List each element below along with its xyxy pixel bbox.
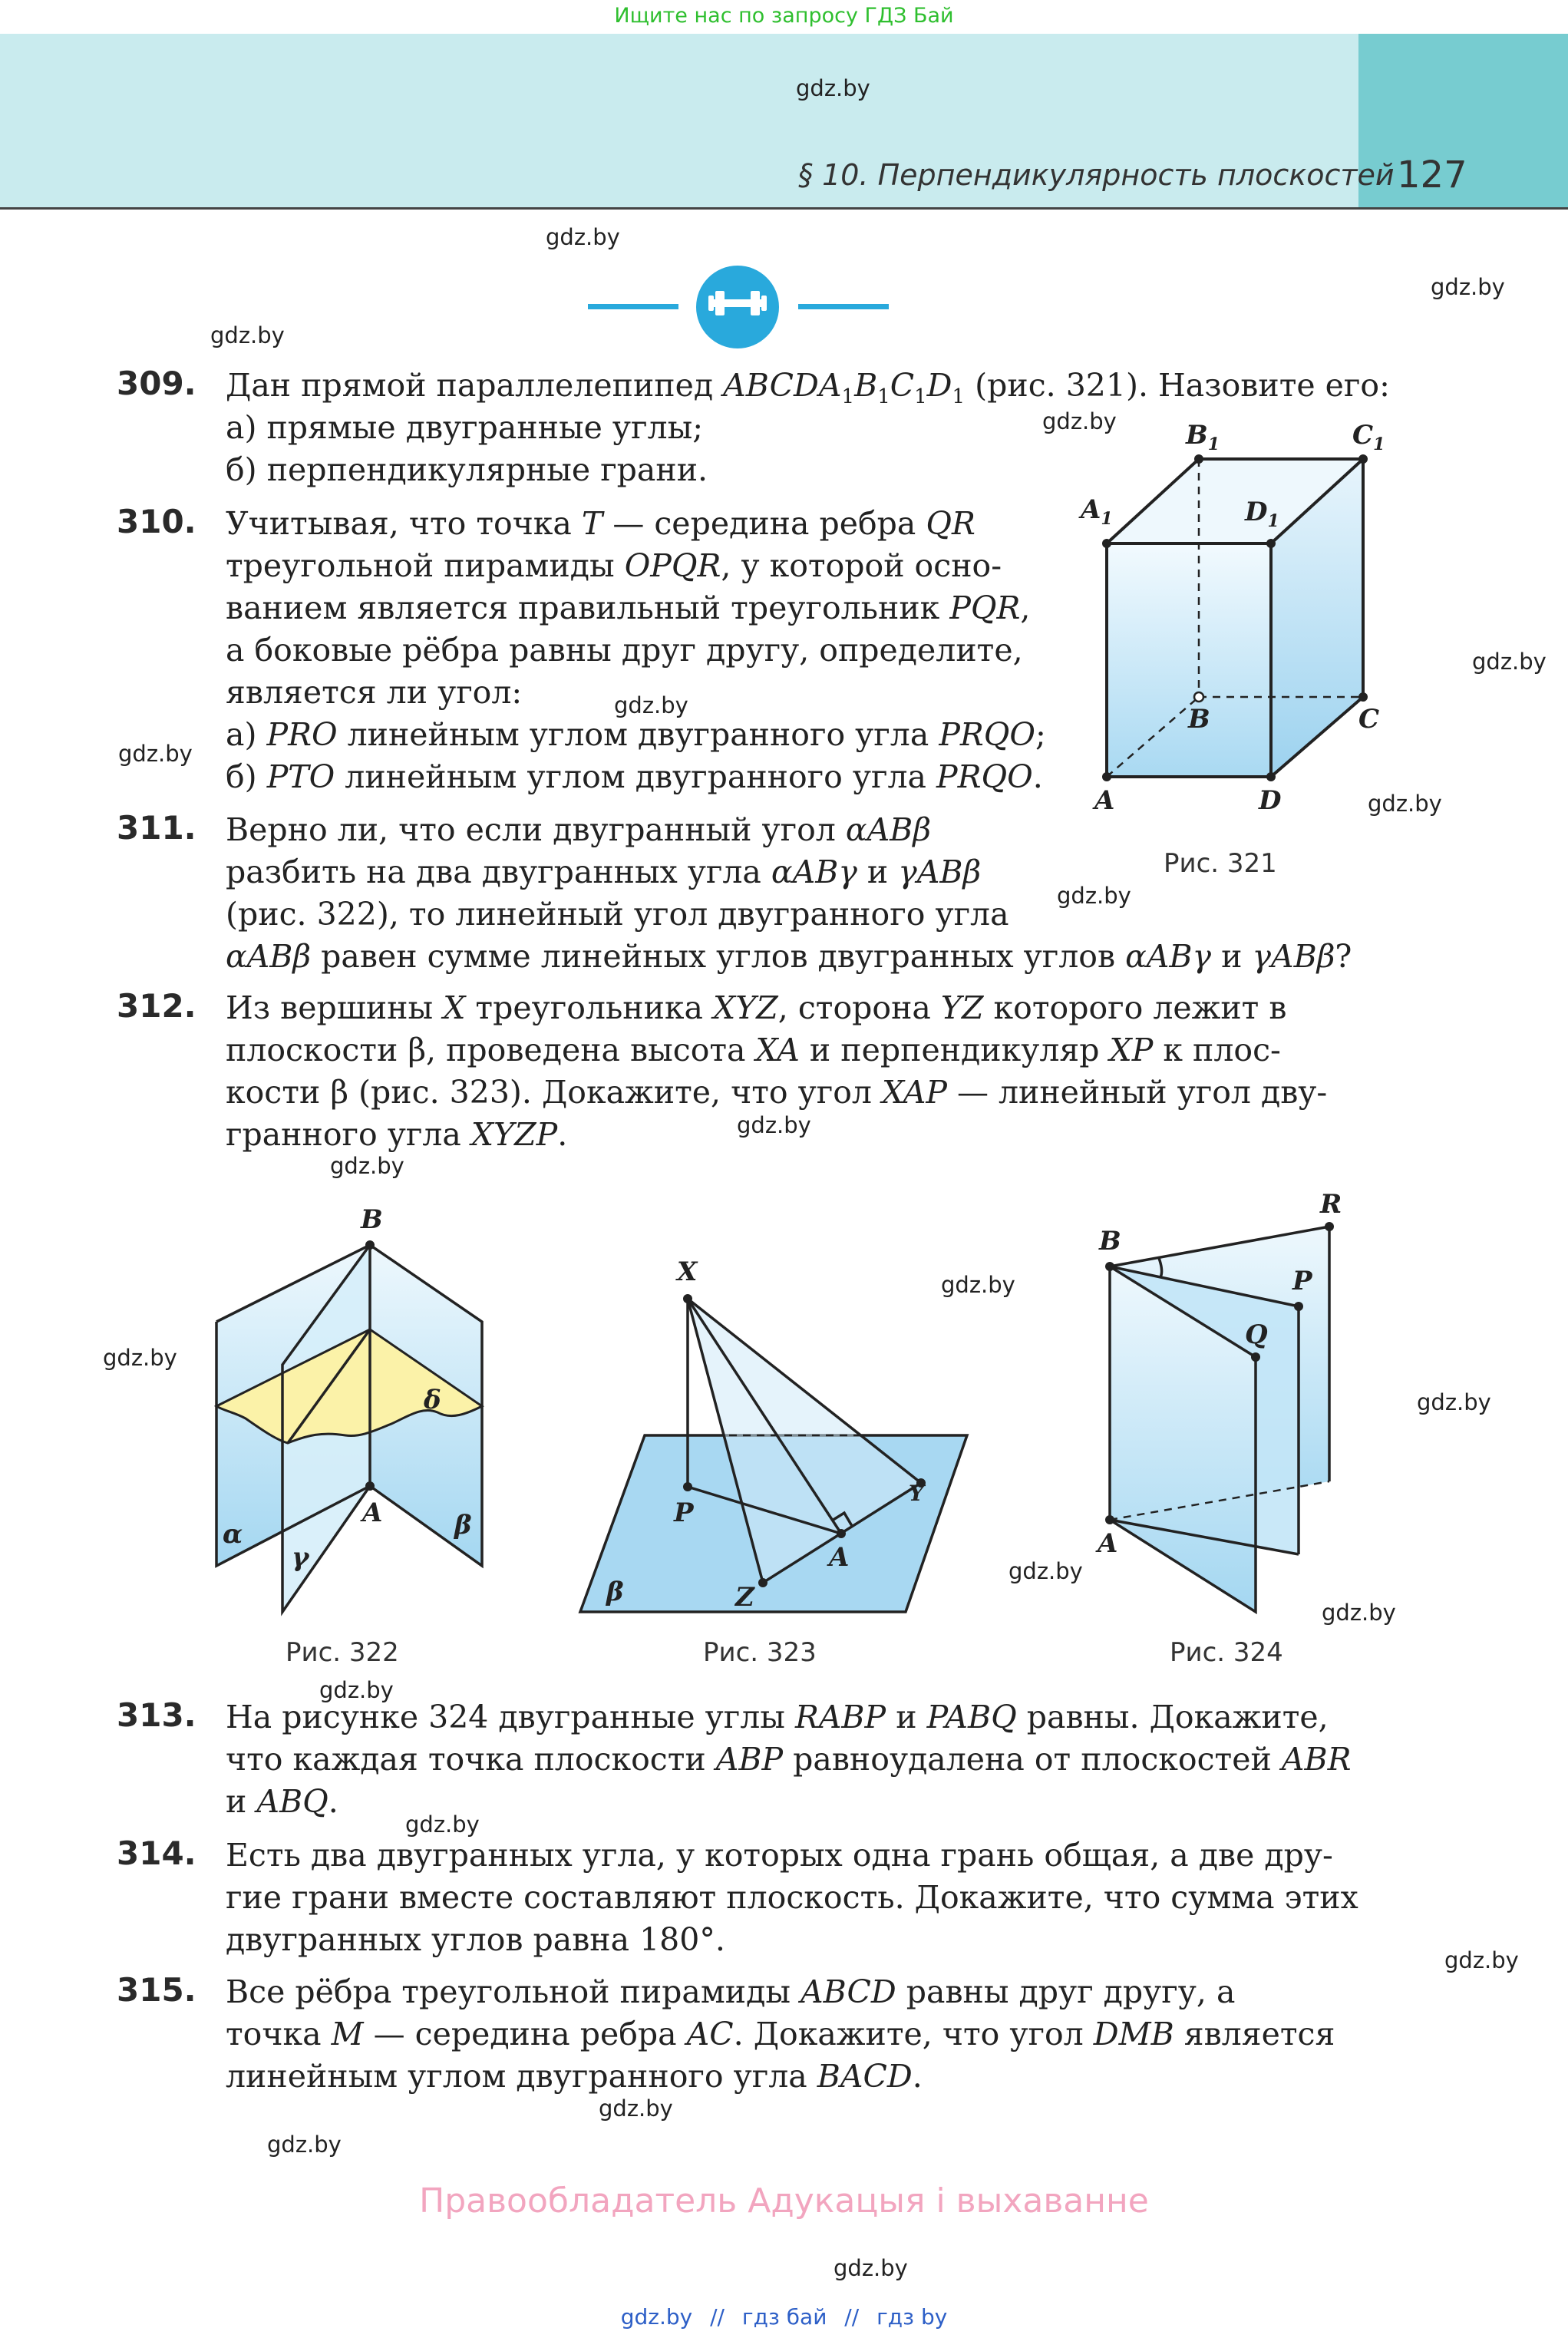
text-segment: и (226, 1783, 257, 1820)
problem-number: 309. (117, 365, 196, 402)
text-segment: PABQ (926, 1699, 1017, 1735)
text-segment: . (328, 1783, 338, 1820)
text-segment: ванием является правильный треугольник (226, 589, 950, 626)
watermark: gdz.by (1472, 649, 1547, 675)
text-segment: . (1032, 758, 1043, 795)
footer-link[interactable]: gdz.by (620, 2304, 693, 2330)
text-segment: XYZP (470, 1116, 558, 1153)
label-beta: β (606, 1577, 624, 1607)
label-X: X (677, 1257, 698, 1287)
watermark: gdz.by (210, 322, 285, 348)
label-R: R (1320, 1189, 1342, 1220)
watermark: gdz.by (1431, 274, 1505, 300)
text-segment: что каждая точка плоскости (226, 1741, 716, 1778)
problem-text-line (226, 1783, 338, 1820)
text-segment: X (443, 989, 466, 1026)
watermark: gdz.by (737, 1112, 811, 1138)
text-segment: XA (755, 1032, 800, 1068)
text-segment: треугольника (465, 989, 714, 1026)
problem-text-line (226, 1837, 1333, 1874)
text-segment: XAP (881, 1074, 947, 1111)
label-Z: Z (735, 1582, 754, 1613)
text-segment: YZ (940, 989, 984, 1026)
watermark: gdz.by (1368, 791, 1442, 817)
label-delta: δ (424, 1385, 441, 1415)
problem-number: 314. (117, 1834, 196, 1872)
problem-text-line (226, 1116, 567, 1153)
watermark: gdz.by (1042, 408, 1117, 434)
text-segment: ABR (1281, 1741, 1352, 1778)
text-segment: а боковые рёбра равны друг другу, определите, (226, 632, 1023, 669)
text-segment: ? (1335, 938, 1352, 975)
label-A1: $A_1$ (1081, 494, 1113, 529)
text-segment: равны друг другу, а (896, 1973, 1236, 2010)
text-segment: гранного угла (226, 1116, 471, 1153)
label-B: B (1188, 704, 1210, 735)
watermark: gdz.by (1008, 1558, 1083, 1584)
text-segment: . (912, 2058, 923, 2095)
label-B1: $B_1$ (1186, 420, 1220, 454)
text-segment: линейным углом двугранного угла (226, 2058, 817, 2095)
footer-link[interactable]: гдз бай (741, 2304, 827, 2330)
text-segment: 1 (914, 385, 927, 409)
copyright-notice: Правообладатель Адукацыя і выхаванне (419, 2181, 1149, 2221)
header-divider (0, 207, 1568, 210)
text-segment: двугранных углов равна 180°. (226, 1921, 725, 1958)
figure-323-triangle-plane (568, 1251, 982, 1627)
label-B: B (361, 1205, 383, 1235)
label-A: A (829, 1542, 850, 1573)
text-segment: а) прямые двугранные углы; (226, 409, 704, 446)
problem-text-line (226, 811, 931, 848)
text-segment: B (854, 367, 878, 404)
text-segment: Верно ли, что если двугранный угол (226, 811, 846, 848)
problem-text-line (226, 367, 1390, 408)
text-segment: является ли угол: (226, 674, 523, 711)
text-segment: линейным углом двугранного угла (337, 716, 939, 753)
label-beta: β (454, 1510, 472, 1541)
text-segment: 1 (841, 385, 855, 409)
problem-text-line (226, 989, 1286, 1026)
problem-text-line (226, 589, 1030, 626)
text-segment: которого лежит в (983, 989, 1287, 1026)
text-segment: Все рёбра треугольной пирамиды (226, 1973, 801, 2010)
problem-number: 310. (117, 503, 196, 540)
text-segment: T (581, 505, 603, 542)
text-segment: (рис. 321). Назовите его: (965, 367, 1390, 404)
text-segment: к плос- (1153, 1032, 1281, 1068)
text-segment: RABP (794, 1699, 886, 1735)
problem-text-line (226, 1879, 1358, 1916)
watermark: gdz.by (1417, 1389, 1491, 1415)
text-segment: αABβ (845, 811, 932, 848)
text-segment: Из вершины (226, 989, 444, 1026)
text-segment: PQR (949, 589, 1021, 626)
dumbbell-icon (695, 265, 780, 349)
text-segment: и (857, 854, 899, 890)
watermark: gdz.by (599, 2095, 673, 2122)
figure-caption: Рис. 322 (286, 1637, 399, 1668)
label-Y: Y (909, 1481, 924, 1506)
figure-caption: Рис. 321 (1164, 848, 1277, 879)
watermark: gdz.by (319, 1677, 394, 1703)
watermark: gdz.by (941, 1272, 1015, 1298)
text-segment: αABγ (1125, 938, 1212, 975)
footer-link[interactable]: гдз by (876, 2304, 948, 2330)
watermark: gdz.by (546, 224, 620, 250)
label-D: D (1259, 785, 1282, 816)
figure-caption: Рис. 323 (703, 1637, 817, 1668)
text-segment: QR (926, 505, 975, 542)
footer-separator: // (710, 2304, 725, 2330)
footer-separator: // (844, 2304, 860, 2330)
text-segment: ABCDA (723, 367, 842, 404)
text-segment: , сторона (777, 989, 941, 1026)
text-segment: αABβ (226, 938, 312, 975)
section-title: § 10. Перпендикулярность плоскостей (798, 158, 1395, 192)
problem-text-line (226, 1074, 1327, 1111)
problem-text-line (226, 896, 1009, 933)
text-segment: γABβ (898, 854, 982, 890)
text-segment: разбить на два двугранных угла (226, 854, 771, 890)
text-segment: M (331, 2016, 364, 2052)
text-segment: OPQR (624, 547, 721, 584)
text-segment: DMB (1093, 2016, 1174, 2052)
text-segment: а) (226, 716, 267, 753)
text-segment: равны. Докажите, (1016, 1699, 1329, 1735)
text-segment: D (926, 367, 952, 404)
figure-324-half-planes (1082, 1182, 1405, 1627)
text-segment: PRQO (936, 758, 1033, 795)
label-A: A (362, 1498, 383, 1528)
text-segment: Дан прямой параллелепипед (226, 367, 724, 404)
problem-text-line (226, 674, 522, 711)
text-segment: 1 (877, 385, 890, 409)
problem-text-line (226, 1921, 725, 1958)
watermark: gdz.by (1444, 1947, 1519, 1973)
text-segment: 1 (952, 385, 966, 409)
text-segment: б) (226, 758, 267, 795)
text-segment: . (557, 1116, 568, 1153)
problem-number: 313. (117, 1696, 196, 1734)
label-gamma: γ (292, 1542, 309, 1573)
text-segment: . Докажите, что угол (733, 2016, 1094, 2052)
problem-text-line (226, 854, 981, 890)
label-A: A (1098, 1528, 1118, 1559)
figure-322-dihedral-angles (207, 1205, 491, 1620)
text-segment: — середина ребра (363, 2016, 687, 2052)
problem-text-line (226, 1032, 1281, 1068)
label-C1: $C_1$ (1352, 420, 1385, 454)
text-segment: треугольной пирамиды (226, 547, 625, 584)
text-segment: γABβ (1252, 938, 1335, 975)
text-segment: линейным углом двугранного угла (335, 758, 937, 795)
text-segment: PTO (266, 758, 335, 795)
watermark: gdz.by (796, 75, 870, 101)
search-banner[interactable]: Ищите нас по запросу ГДЗ Бай (614, 4, 954, 28)
text-segment: б) перпендикулярные грани. (226, 451, 708, 488)
text-segment: гие грани вместе составляют плоскость. Докажите, что сумма этих (226, 1879, 1358, 1916)
problem-text-line (226, 2058, 923, 2095)
text-segment: — линейный угол дву- (946, 1074, 1328, 1111)
problem-number: 315. (117, 1971, 196, 2009)
watermark: gdz.by (103, 1345, 177, 1371)
label-Q: Q (1245, 1319, 1268, 1350)
text-segment: ABCD (801, 1973, 896, 2010)
footer-links (0, 2304, 1568, 2330)
problem-number: 311. (117, 809, 196, 847)
text-segment: и (1211, 938, 1253, 975)
problem-text-line (226, 758, 1043, 795)
watermark: gdz.by (405, 1811, 480, 1838)
text-segment: и перпендикуляр (799, 1032, 1110, 1068)
watermark: gdz.by (1057, 883, 1131, 909)
text-segment: Учитывая, что точка (226, 505, 582, 542)
label-P: P (674, 1498, 694, 1528)
text-segment: кости β (рис. 323). Докажите, что угол (226, 1074, 882, 1111)
text-segment: равен сумме линейных углов двугранных углов (311, 938, 1126, 975)
label-A: A (1094, 785, 1115, 816)
problem-text-line (226, 716, 1046, 753)
text-segment: является (1174, 2016, 1335, 2052)
divider-line-left (588, 304, 678, 309)
text-segment: На рисунке 324 двугранные углы (226, 1699, 795, 1735)
text-segment: (рис. 322), то линейный угол двугранного угла (226, 896, 1009, 933)
text-segment: XYZ (713, 989, 778, 1026)
figure-321-parallelepiped (1067, 414, 1435, 829)
problem-text-line (226, 632, 1023, 669)
text-segment: равноудалена от плоскостей (783, 1741, 1282, 1778)
figure-caption: Рис. 324 (1170, 1637, 1283, 1668)
text-segment: AC (686, 2016, 734, 2052)
text-segment: , (1020, 589, 1031, 626)
text-segment: — середина ребра (602, 505, 926, 542)
text-segment: , у которой осно- (721, 547, 1002, 584)
problem-text-line (226, 1973, 1235, 2010)
text-segment: XP (1109, 1032, 1154, 1068)
watermark: gdz.by (267, 2132, 342, 2158)
text-segment: BACD (817, 2058, 913, 2095)
watermark: gdz.by (1322, 1600, 1396, 1626)
page-number: 127 (1397, 154, 1467, 196)
divider-line-right (798, 304, 889, 309)
problem-text-line (226, 451, 708, 488)
text-segment: плоскости β, проведена высота (226, 1032, 756, 1068)
label-P: P (1292, 1266, 1312, 1296)
problem-text-line (226, 1699, 1329, 1735)
watermark: gdz.by (614, 692, 688, 718)
text-segment: ABQ (256, 1783, 328, 1820)
watermark: gdz.by (118, 741, 193, 767)
problem-text-line (226, 505, 975, 542)
problem-text-line (226, 2016, 1335, 2052)
text-segment: PRQO (939, 716, 1035, 753)
watermark: gdz.by (834, 2255, 908, 2281)
problem-text-line (226, 547, 1002, 584)
text-segment: ABP (715, 1741, 784, 1778)
label-B: B (1099, 1226, 1121, 1257)
problem-text-line (226, 938, 1352, 975)
text-segment: C (890, 367, 915, 404)
text-segment: ; (1035, 716, 1046, 753)
label-alpha: α (223, 1519, 243, 1550)
text-segment: αABγ (771, 854, 857, 890)
label-C: C (1358, 704, 1380, 735)
text-segment: и (886, 1699, 927, 1735)
problem-text-line (226, 409, 703, 446)
text-segment: Есть два двугранных угла, у которых одна грань общая, а две дру- (226, 1837, 1333, 1874)
problem-number: 312. (117, 987, 196, 1025)
label-D1: $D_1$ (1245, 497, 1279, 531)
text-segment: PRO (266, 716, 338, 753)
watermark: gdz.by (330, 1153, 404, 1179)
text-segment: точка (226, 2016, 332, 2052)
problem-text-line (226, 1741, 1351, 1778)
